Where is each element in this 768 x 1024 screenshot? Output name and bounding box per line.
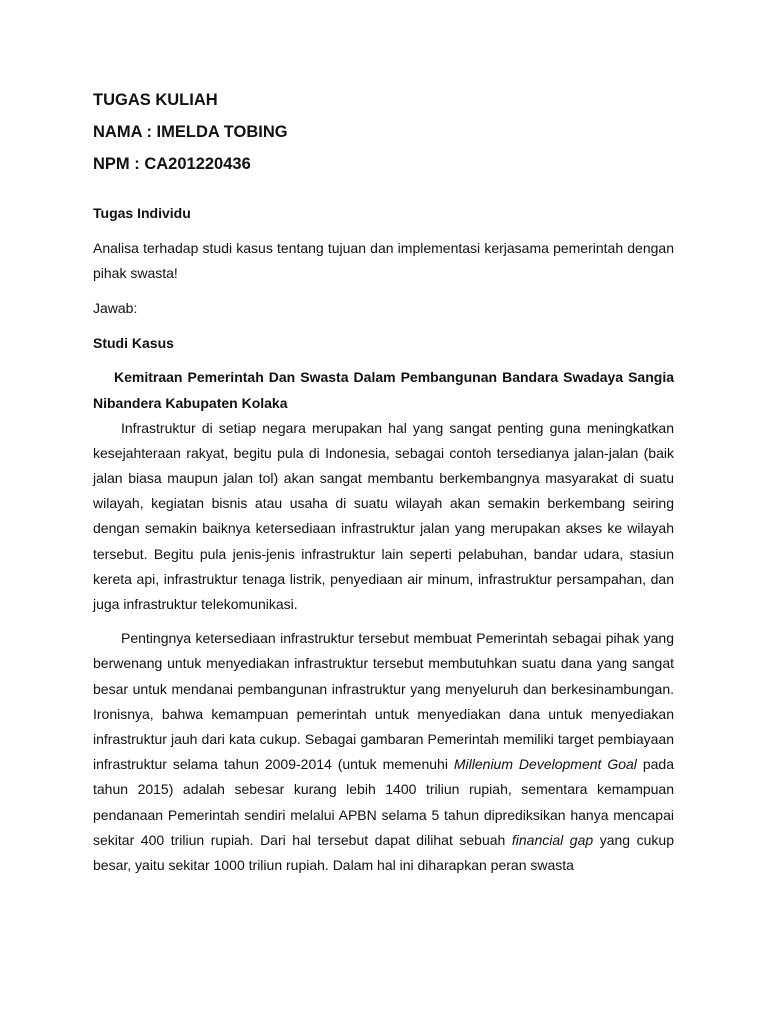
italic-term-mdg: Millenium Development Goal (453, 756, 637, 773)
task-heading: Tugas Individu (93, 205, 191, 221)
document-content (93, 84, 674, 878)
header-student-name: NAMA : IMELDA TOBING (93, 123, 288, 141)
body-paragraph-2 (93, 626, 674, 878)
case-study-title: Kemitraan Pemerintah Dan Swasta Dalam Pembangunan Bandara Swadaya Sangia Nibandera Kabupaten Kolaka (93, 368, 674, 411)
answer-label: Jawab: (93, 300, 138, 317)
italic-term-financial-gap: financial gap (511, 831, 594, 848)
paragraph-2-text-c: yang cukup besar, yaitu sekitar 1000 triliun rupiah. Dalam hal ini diharapkan peran swasta (93, 831, 674, 874)
paragraph-2-text-a: Pentingnya ketersediaan infrastruktur tersebut membuat Pemerintah sebagai pihak yang berwenang untuk menyediakan infrastruktur tersebut membutuhkan suatu dana yang sangat besar untuk mendanai pembangunan infrastruktur yang menyeluruh dan berkesinambungan. Ironisnya, bahwa kemampuan pemerintah untuk menyediakan dana untuk menyediakan infrastruktur jauh dari kata cukup. Sebagai gambaran Pemerintah memiliki target pembiayaan infrastruktur selama tahun 2009-2014 (untuk memenuhi (93, 630, 674, 773)
study-heading: Studi Kasus (93, 334, 174, 351)
task-instruction: Analisa terhadap studi kasus tentang tujuan dan implementasi kerjasama pemerintah dengan pihak swasta! (93, 240, 674, 282)
paragraph-2-text-b: pada tahun 2015) adalah sebesar kurang lebih 1400 triliun rupiah, sementara kemampuan pendanaan Pemerintah sendiri melalui APBN selama 5 tahun diprediksikan hanya mencapai sekitar 400 triliun rupiah. Dari hal tersebut dapat dilihat sebuah (93, 756, 674, 848)
body-paragraph-1: Infrastruktur di setiap negara merupakan hal yang sangat penting guna meningkatkan kesejahteraan rakyat, begitu pula di Indonesia, sebagai contoh tersedianya jalan-jalan (baik jalan biasa maupun jalan tol) akan sangat membantu berkembangnya masyarakat di suatu wilayah, kegiatan bisnis atau usaha di suatu wilayah akan semakin berkembang seiring dengan semakin baiknya ketersediaan infrastruktur jalan yang merupakan akses ke wilayah tersebut. Begitu pula jenis-jenis infrastruktur lain seperti pelabuhan, bandar udara, stasiun kereta api, infrastruktur tenaga listrik, penyediaan air minum, infrastruktur persampahan, dan juga infrastruktur telekomunikasi. (93, 419, 674, 613)
header-student-npm: NPM : CA201220436 (93, 155, 251, 173)
header-title: TUGAS KULIAH (93, 91, 218, 109)
